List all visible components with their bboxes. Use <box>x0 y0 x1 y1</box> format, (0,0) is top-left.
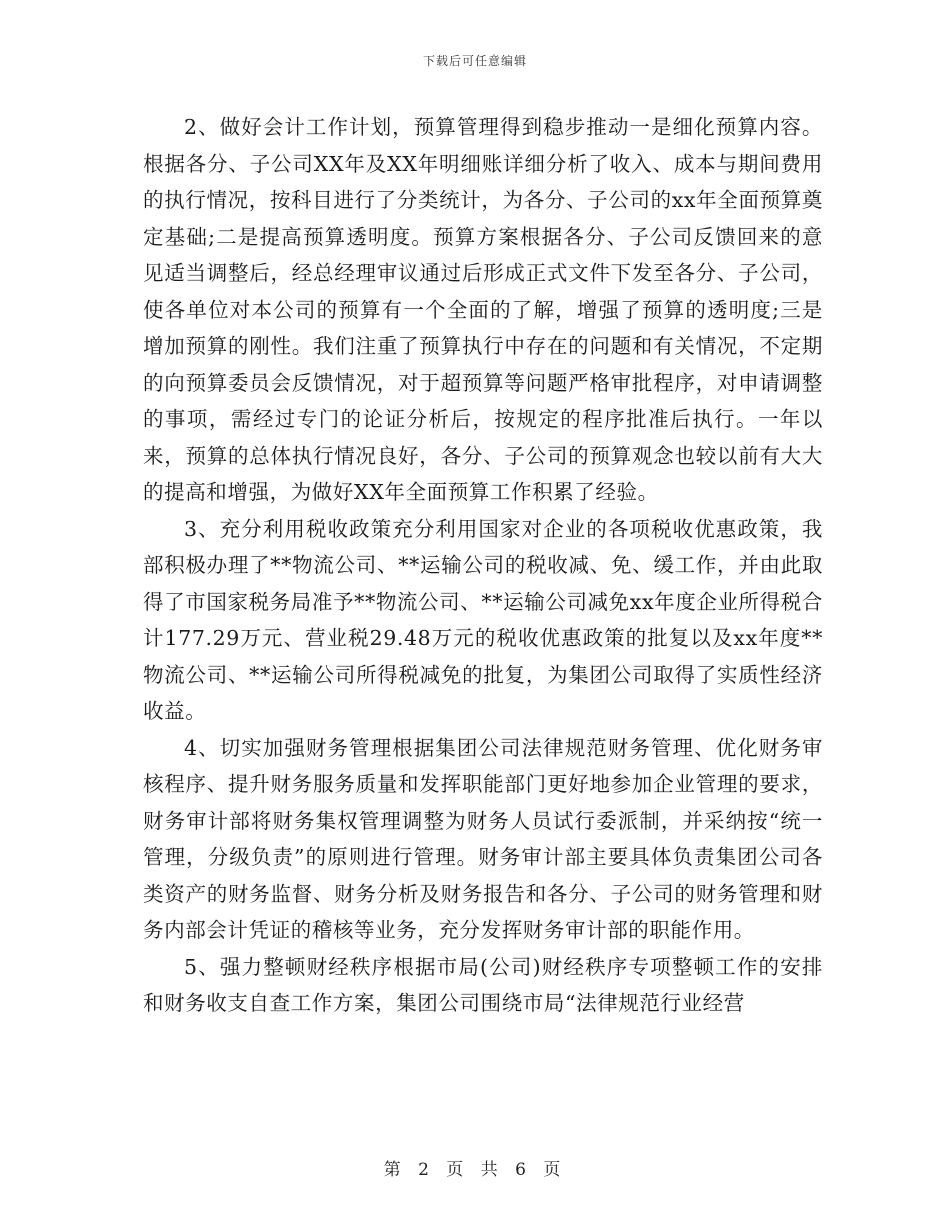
paragraph-financial-order: 5、强力整顿财经秩序根据市局(公司)财经秩序专项整顿工作的安排和财务收支自查工作方案，集团公司围绕市局“法律规范行业经营 <box>143 954 823 1015</box>
document-body <box>143 109 823 1022</box>
paragraph-tax-policy: 3、充分利用税收政策充分利用国家对企业的各项税收优惠政策，我部积极办理了**物流公司、**运输公司的税收减、免、缓工作，并由此取得了市国家税务局准予**物流公司、**运输公司减免xx年度企业所得税合计177.29万元、营业税29.48万元的税收优惠政策的批复以及xx年度**物流公司、**运输公司所得税减免的批复，为集团公司取得了实质性经济收益。 <box>143 516 823 723</box>
page-number: 第 2 页 共 6 页 <box>383 1160 567 1180</box>
page-header: 下载后可任意编辑 <box>422 54 527 68</box>
paragraph-financial-management: 4、切实加强财务管理根据集团公司法律规范财务管理、优化财务审核程序、提升财务服务质量和发挥职能部门更好地参加企业管理的要求，财务审计部将财务集权管理调整为财务人员试行委派制，并采纳按“统一管理，分级负责”的原则进行管理。财务审计部主要具体负责集团公司各类资产的财务监督、财务分析及财务报告和各分、子公司的财务管理和财务内部会计凭证的稽核等业务，充分发挥财务审计部的职能作用。 <box>143 735 823 942</box>
paragraph-budget-management: 2、做好会计工作计划，预算管理得到稳步推动一是细化预算内容。根据各分、子公司XX年及XX年明细账详细分析了收入、成本与期间费用的执行情况，按科目进行了分类统计，为各分、子公司的xx年全面预算奠定基础;二是提高预算透明度。预算方案根据各分、子公司反馈回来的意见适当调整后，经总经理审议通过后形成正式文件下发至各分、子公司，使各单位对本公司的预算有一个全面的了解，增强了预算的透明度;三是增加预算的刚性。我们注重了预算执行中存在的问题和有关情况，不定期的向预算委员会反馈情况，对于超预算等问题严格审批程序，对申请调整的事项，需经过专门的论证分析后，按规定的程序批准后执行。一年以来，预算的总体执行情况良好，各分、子公司的预算观念也较以前有大大的提高和增强，为做好XX年全面预算工作积累了经验。 <box>143 115 823 504</box>
